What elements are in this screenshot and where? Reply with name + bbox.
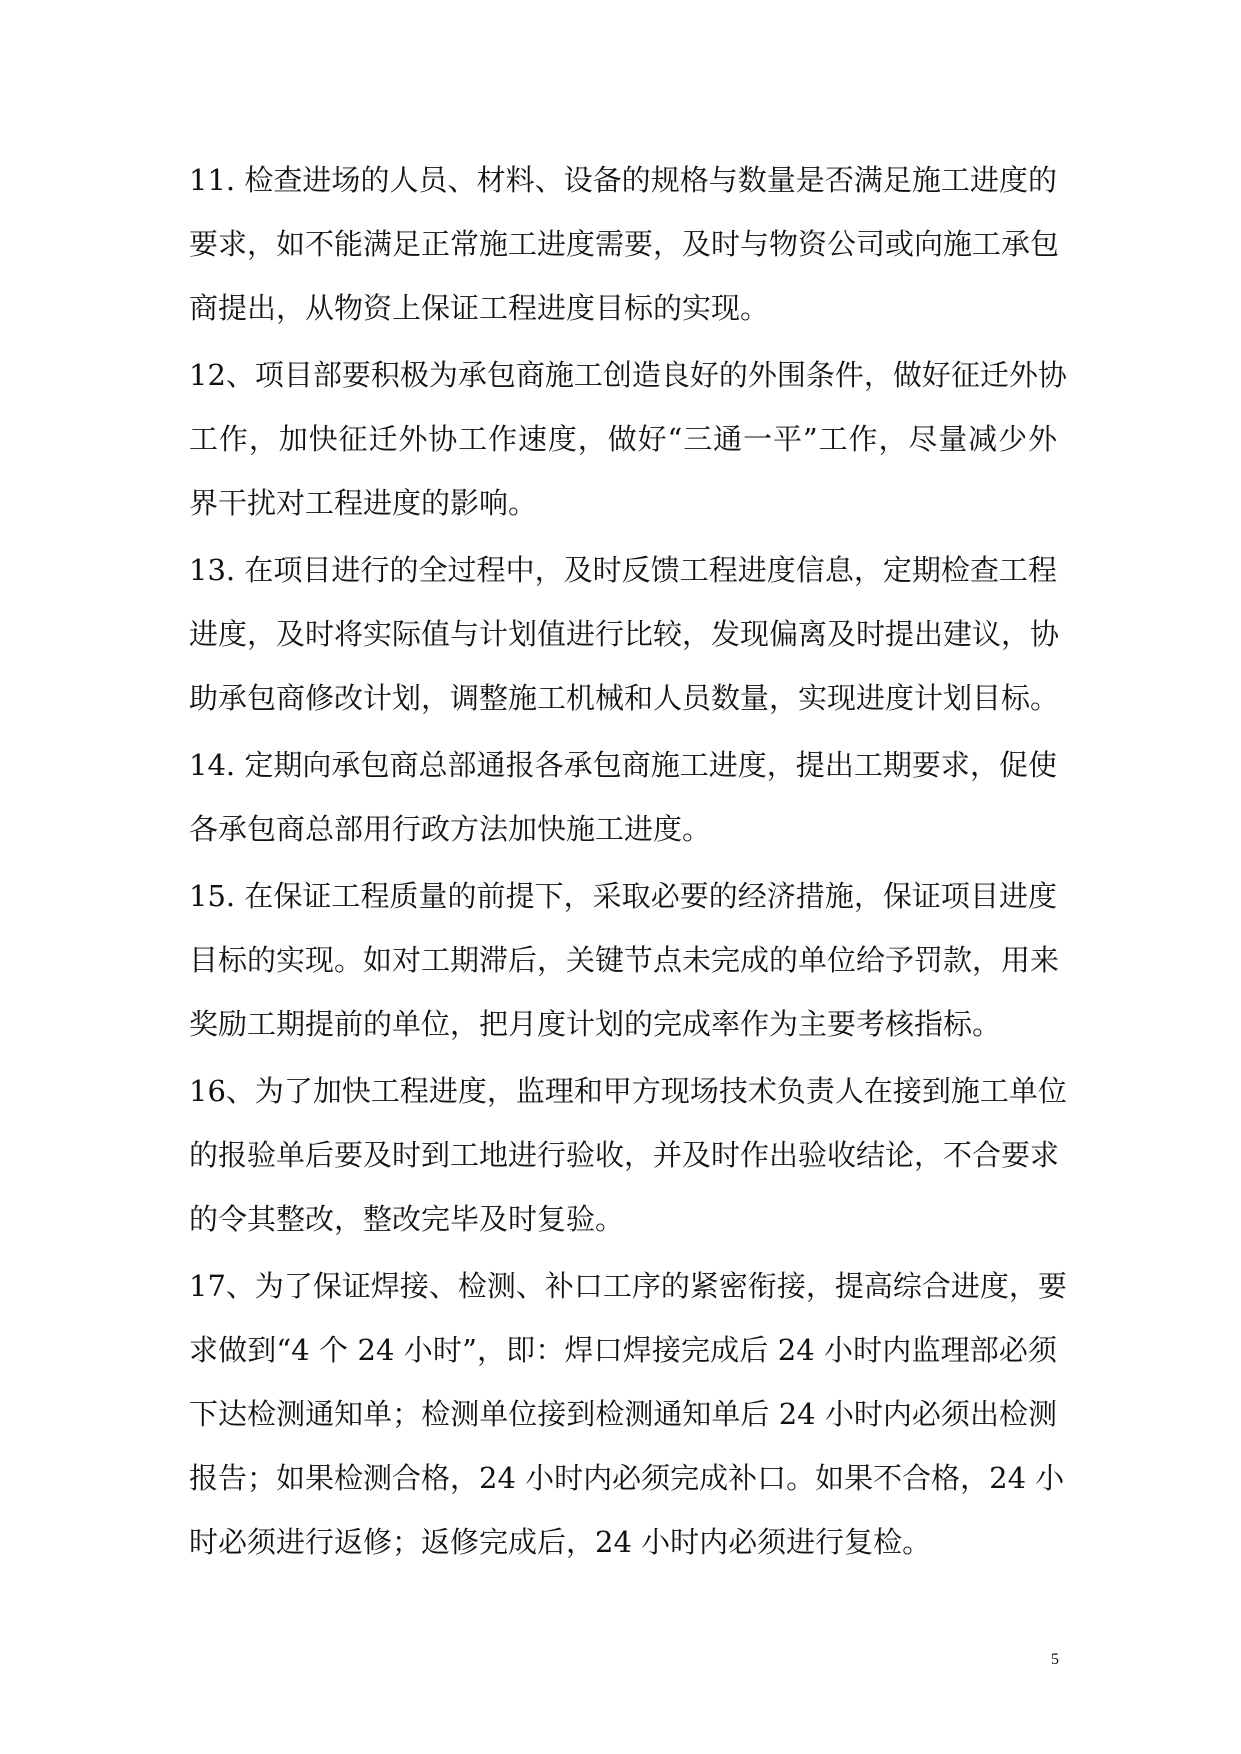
paragraph-line: 各承包商总部用行政方法加快施工进度。: [189, 812, 712, 846]
paragraph-line: 奖励工期提前的单位，把月度计划的完成率作为主要考核指标。: [189, 1007, 1002, 1041]
paragraph-13: [189, 538, 1060, 730]
paragraph-line: 11. 检查进场的人员、材料、设备的规格与数量是否满足施工进度的: [189, 163, 1057, 197]
paragraph-15: [189, 864, 1060, 1056]
paragraph-16: [189, 1059, 1067, 1251]
paragraph-line: 目标的实现。如对工期滞后，关键节点未完成的单位给予罚款，用来: [189, 943, 1060, 977]
paragraph-12: [189, 343, 1067, 535]
paragraph-line: 求做到“4 个 24 小时”，即：焊口焊接完成后 24 小时内监理部必须: [189, 1333, 1057, 1367]
paragraph-line: 13. 在项目进行的全过程中，及时反馈工程进度信息，定期检查工程: [189, 553, 1057, 587]
paragraph-line: 要求，如不能满足正常施工进度需要，及时与物资公司或向施工承包: [189, 227, 1060, 261]
paragraph-line: 进度，及时将实际值与计划值进行比较，发现偏离及时提出建议，协: [189, 617, 1060, 651]
paragraph-line: 下达检测通知单；检测单位接到检测通知单后 24 小时内必须出检测: [189, 1397, 1057, 1431]
paragraph-14: [189, 733, 1057, 861]
paragraph-line: 时必须进行返修；返修完成后，24 小时内必须进行复检。: [189, 1525, 932, 1559]
paragraph-line: 15. 在保证工程质量的前提下，采取必要的经济措施，保证项目进度: [189, 879, 1057, 913]
paragraph-line: 16、为了加快工程进度，监理和甲方现场技术负责人在接到施工单位: [189, 1074, 1067, 1108]
page-number: 5: [1051, 1651, 1059, 1668]
paragraph-11: [189, 148, 1060, 340]
paragraph-line: 界干扰对工程进度的影响。: [189, 486, 538, 520]
paragraph-line: 12、项目部要积极为承包商施工创造良好的外围条件，做好征迁外协: [189, 358, 1067, 392]
document-body: [189, 148, 1067, 1577]
paragraph-line: 助承包商修改计划，调整施工机械和人员数量，实现进度计划目标。: [189, 681, 1060, 715]
paragraph-line: 14. 定期向承包商总部通报各承包商施工进度，提出工期要求，促使: [189, 748, 1057, 782]
paragraph-17: [189, 1254, 1067, 1574]
paragraph-line: 的令其整改，整改完毕及时复验。: [189, 1202, 625, 1236]
paragraph-line: 商提出，从物资上保证工程进度目标的实现。: [189, 291, 770, 325]
paragraph-line: 的报验单后要及时到工地进行验收，并及时作出验收结论，不合要求: [189, 1138, 1060, 1172]
paragraph-line: 17、为了保证焊接、检测、补口工序的紧密衔接，提高综合进度，要: [189, 1269, 1067, 1303]
paragraph-line: 报告；如果检测合格，24 小时内必须完成补口。如果不合格，24 小: [189, 1461, 1065, 1495]
paragraph-line: 工作，加快征迁外协工作速度，做好“三通一平”工作，尽量减少外: [189, 422, 1057, 456]
